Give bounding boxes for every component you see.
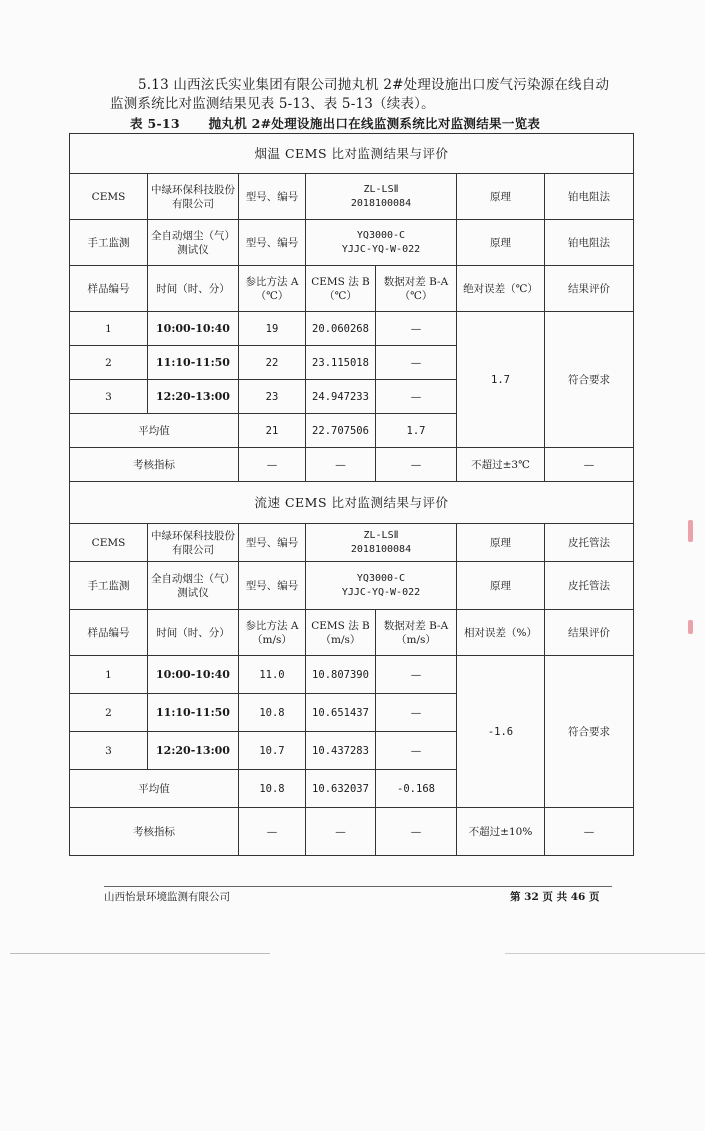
sample-time: 10:00-10:40	[148, 312, 239, 346]
model-label: 型号、编号	[239, 524, 306, 562]
sample-time: 12:20-13:00	[148, 732, 239, 770]
value-a: 11.0	[239, 656, 306, 694]
cems-principle: 皮托管法	[545, 524, 634, 562]
sample-id: 3	[70, 732, 148, 770]
value-b: 10.651437	[306, 694, 376, 732]
index-label: 考核指标	[70, 808, 239, 856]
index-label: 考核指标	[70, 448, 239, 482]
sample-id: 1	[70, 312, 148, 346]
intro-line-2: 监测系统比对监测结果见表 5-13、表 5-13（续表）。	[110, 96, 435, 112]
sample-time: 11:10-11:50	[148, 346, 239, 380]
average-diff: 1.7	[376, 414, 457, 448]
sample-time: 11:10-11:50	[148, 694, 239, 732]
index-a: —	[239, 448, 306, 482]
average-label: 平均值	[70, 414, 239, 448]
index-row	[70, 808, 634, 856]
index-b: —	[306, 808, 376, 856]
index-eval: —	[545, 808, 634, 856]
cems-maker: 中绿环保科技股份有限公司	[148, 174, 239, 220]
index-diff: —	[376, 808, 457, 856]
cems-maker: 中绿环保科技股份有限公司	[148, 524, 239, 562]
scan-edge-line	[10, 953, 270, 954]
index-b: —	[306, 448, 376, 482]
value-diff: —	[376, 656, 457, 694]
manual-label: 手工监测	[70, 220, 148, 266]
eval-value: 符合要求	[545, 656, 634, 808]
average-a: 10.8	[239, 770, 306, 808]
intro-line-1: 5.13 山西泫氏实业集团有限公司抛丸机 2#处理设施出口废气污染源在线自动	[138, 77, 610, 93]
scan-edge-line	[505, 953, 705, 954]
cems-serial: 2018100084	[350, 543, 412, 555]
velocity-table	[69, 481, 634, 856]
value-diff: —	[376, 694, 457, 732]
value-diff: —	[376, 346, 457, 380]
footer-page-number: 第 32 页 共 46 页	[510, 891, 600, 903]
sample-time: 12:20-13:00	[148, 380, 239, 414]
principle-label: 原理	[457, 562, 545, 610]
header-ref-a: 参比方法 A（℃）	[239, 266, 306, 312]
header-time: 时间（时、分）	[148, 266, 239, 312]
principle-label: 原理	[457, 524, 545, 562]
sample-id: 2	[70, 694, 148, 732]
average-b: 22.707506	[306, 414, 376, 448]
value-b: 20.060268	[306, 312, 376, 346]
header-error: 相对误差（%）	[457, 610, 545, 656]
manual-label: 手工监测	[70, 562, 148, 610]
footer-divider	[104, 886, 612, 887]
cems-serial: 2018100084	[350, 197, 412, 209]
table-row	[70, 312, 634, 346]
average-label: 平均值	[70, 770, 239, 808]
cems-model	[306, 524, 457, 562]
cems-model-name: ZL-LSⅡ	[363, 529, 399, 541]
manual-principle: 铂电阻法	[545, 220, 634, 266]
value-a: 10.8	[239, 694, 306, 732]
value-b: 10.437283	[306, 732, 376, 770]
model-label: 型号、编号	[239, 562, 306, 610]
table-title: 抛丸机 2#处理设施出口在线监测系统比对监测结果一览表	[208, 116, 541, 131]
cems-principle: 铂电阻法	[545, 174, 634, 220]
sample-id: 3	[70, 380, 148, 414]
sample-id: 1	[70, 656, 148, 694]
manual-model-name: YQ3000-C	[356, 229, 406, 241]
value-b: 23.115018	[306, 346, 376, 380]
section-title: 流速 CEMS 比对监测结果与评价	[70, 482, 634, 524]
average-diff: -0.168	[376, 770, 457, 808]
seal-edge-mark	[688, 620, 693, 634]
cems-model	[306, 174, 457, 220]
index-eval: —	[545, 448, 634, 482]
section-title: 烟温 CEMS 比对监测结果与评价	[70, 134, 634, 174]
header-sample: 样品编号	[70, 610, 148, 656]
header-error: 绝对误差（℃）	[457, 266, 545, 312]
header-cems-b: CEMS 法 B（m/s）	[306, 610, 376, 656]
cems-label: CEMS	[70, 174, 148, 220]
principle-label: 原理	[457, 174, 545, 220]
value-a: 22	[239, 346, 306, 380]
manual-model	[306, 562, 457, 610]
index-diff: —	[376, 448, 457, 482]
value-diff: —	[376, 312, 457, 346]
table-caption	[130, 114, 600, 132]
principle-label: 原理	[457, 220, 545, 266]
footer-company: 山西怡景环境监测有限公司	[104, 891, 230, 903]
intro-paragraph	[110, 76, 625, 114]
value-b: 10.807390	[306, 656, 376, 694]
header-cems-b: CEMS 法 B（℃）	[306, 266, 376, 312]
manual-serial: YJJC-YQ-W-022	[341, 243, 421, 255]
cems-label: CEMS	[70, 524, 148, 562]
value-diff: —	[376, 380, 457, 414]
temperature-table	[69, 133, 634, 482]
model-label: 型号、编号	[239, 174, 306, 220]
manual-principle: 皮托管法	[545, 562, 634, 610]
index-limit: 不超过±3℃	[457, 448, 545, 482]
manual-model	[306, 220, 457, 266]
value-a: 10.7	[239, 732, 306, 770]
header-sample: 样品编号	[70, 266, 148, 312]
error-value: -1.6	[457, 656, 545, 808]
manual-instrument: 全自动烟尘（气）测试仪	[148, 562, 239, 610]
sample-id: 2	[70, 346, 148, 380]
manual-instrument: 全自动烟尘（气）测试仪	[148, 220, 239, 266]
index-a: —	[239, 808, 306, 856]
value-diff: —	[376, 732, 457, 770]
cems-model-name: ZL-LSⅡ	[363, 183, 399, 195]
average-a: 21	[239, 414, 306, 448]
value-b: 24.947233	[306, 380, 376, 414]
model-label: 型号、编号	[239, 220, 306, 266]
header-diff: 数据对差 B-A（m/s）	[376, 610, 457, 656]
seal-edge-mark	[688, 520, 693, 542]
header-diff: 数据对差 B-A（℃）	[376, 266, 457, 312]
header-eval: 结果评价	[545, 266, 634, 312]
eval-value: 符合要求	[545, 312, 634, 448]
average-b: 10.632037	[306, 770, 376, 808]
index-limit: 不超过±10%	[457, 808, 545, 856]
manual-serial: YJJC-YQ-W-022	[341, 586, 421, 598]
header-ref-a: 参比方法 A（m/s）	[239, 610, 306, 656]
error-value: 1.7	[457, 312, 545, 448]
value-a: 19	[239, 312, 306, 346]
index-row	[70, 448, 634, 482]
header-time: 时间（时、分）	[148, 610, 239, 656]
header-eval: 结果评价	[545, 610, 634, 656]
table-row	[70, 656, 634, 694]
sample-time: 10:00-10:40	[148, 656, 239, 694]
value-a: 23	[239, 380, 306, 414]
manual-model-name: YQ3000-C	[356, 572, 406, 584]
table-number: 表 5-13	[130, 116, 180, 131]
